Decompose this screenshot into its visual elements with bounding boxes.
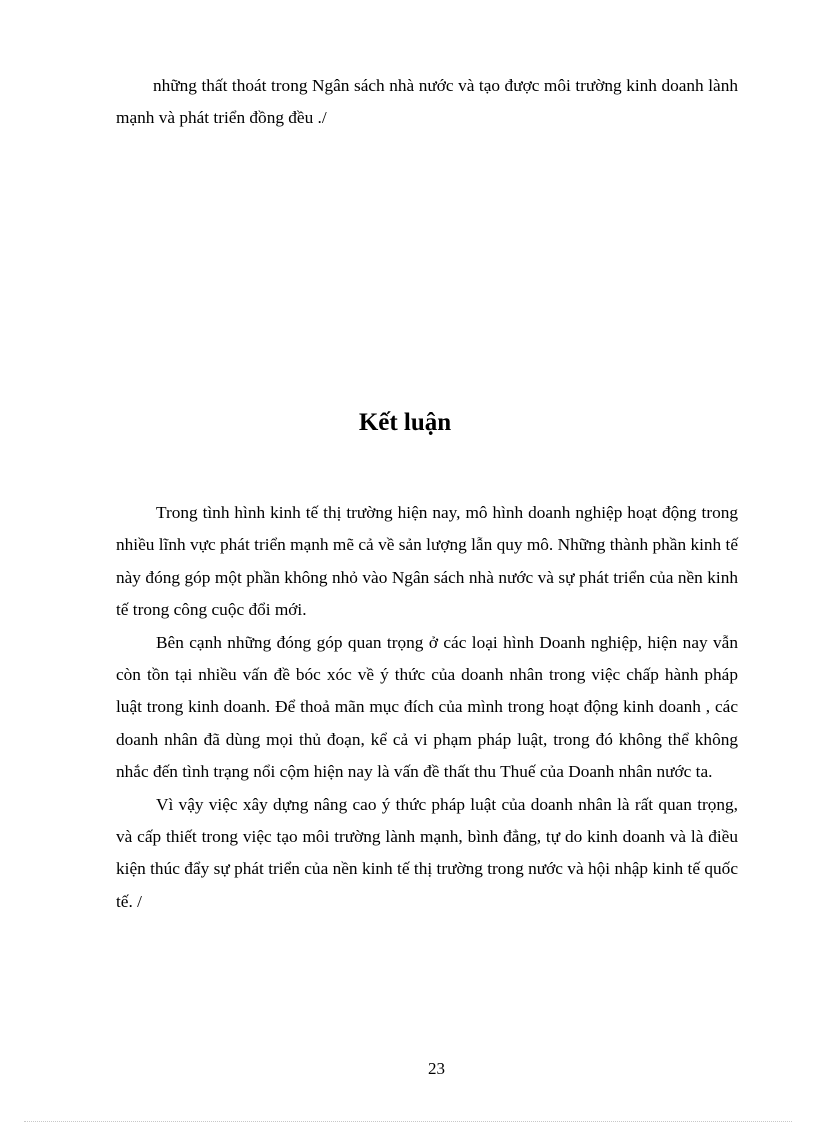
continuation-paragraph: những thất thoát trong Ngân sách nhà nước và tạo được môi trường kinh doanh lành mạnh và phát triển đồng đều ./ bbox=[116, 76, 738, 128]
conclusion-body bbox=[116, 497, 738, 918]
paragraph: Bên cạnh những đóng góp quan trọng ở các loại hình Doanh nghiệp, hiện nay vẫn còn tồn tại nhiều vấn đề bóc xóc về ý thức của doanh nhân trong việc chấp hành pháp luật trong kinh doanh. Để thoả mãn mục đích của mình trong hoạt động kinh doanh , các doanh nhân đã dùng mọi thủ đoạn, kể cả vi phạm pháp luật, trong đó không thể không nhắc đến tình trạng nổi cộm hiện nay là vấn đề thất thu Thuế của Doanh nhân nước ta. bbox=[116, 632, 738, 782]
page-number: 23 bbox=[428, 1059, 445, 1078]
section-heading: Kết luận bbox=[358, 409, 452, 436]
continuation-text bbox=[116, 70, 738, 135]
paragraph: Vì vậy việc xây dựng nâng cao ý thức pháp luật của doanh nhân là rất quan trọng, và cấp thiết trong việc tạo môi trường lành mạnh, bình đẳng, tự do kinh doanh và là điều kiện thúc đẩy sự phát triển của nền kinh tế thị trường trong nước và hội nhập kinh tế quốc tế. / bbox=[116, 794, 738, 911]
footer-divider bbox=[24, 1121, 792, 1122]
paragraph: Trong tình hình kinh tế thị trường hiện nay, mô hình doanh nghiệp hoạt động trong nhiều lĩnh vực phát triển mạnh mẽ cả về sản lượng lẫn quy mô. Những thành phần kinh tế này đóng góp một phần không nhỏ vào Ngân sách nhà nước và sự phát triển của nền kinh tế trong công cuộc đổi mới. bbox=[116, 503, 738, 620]
